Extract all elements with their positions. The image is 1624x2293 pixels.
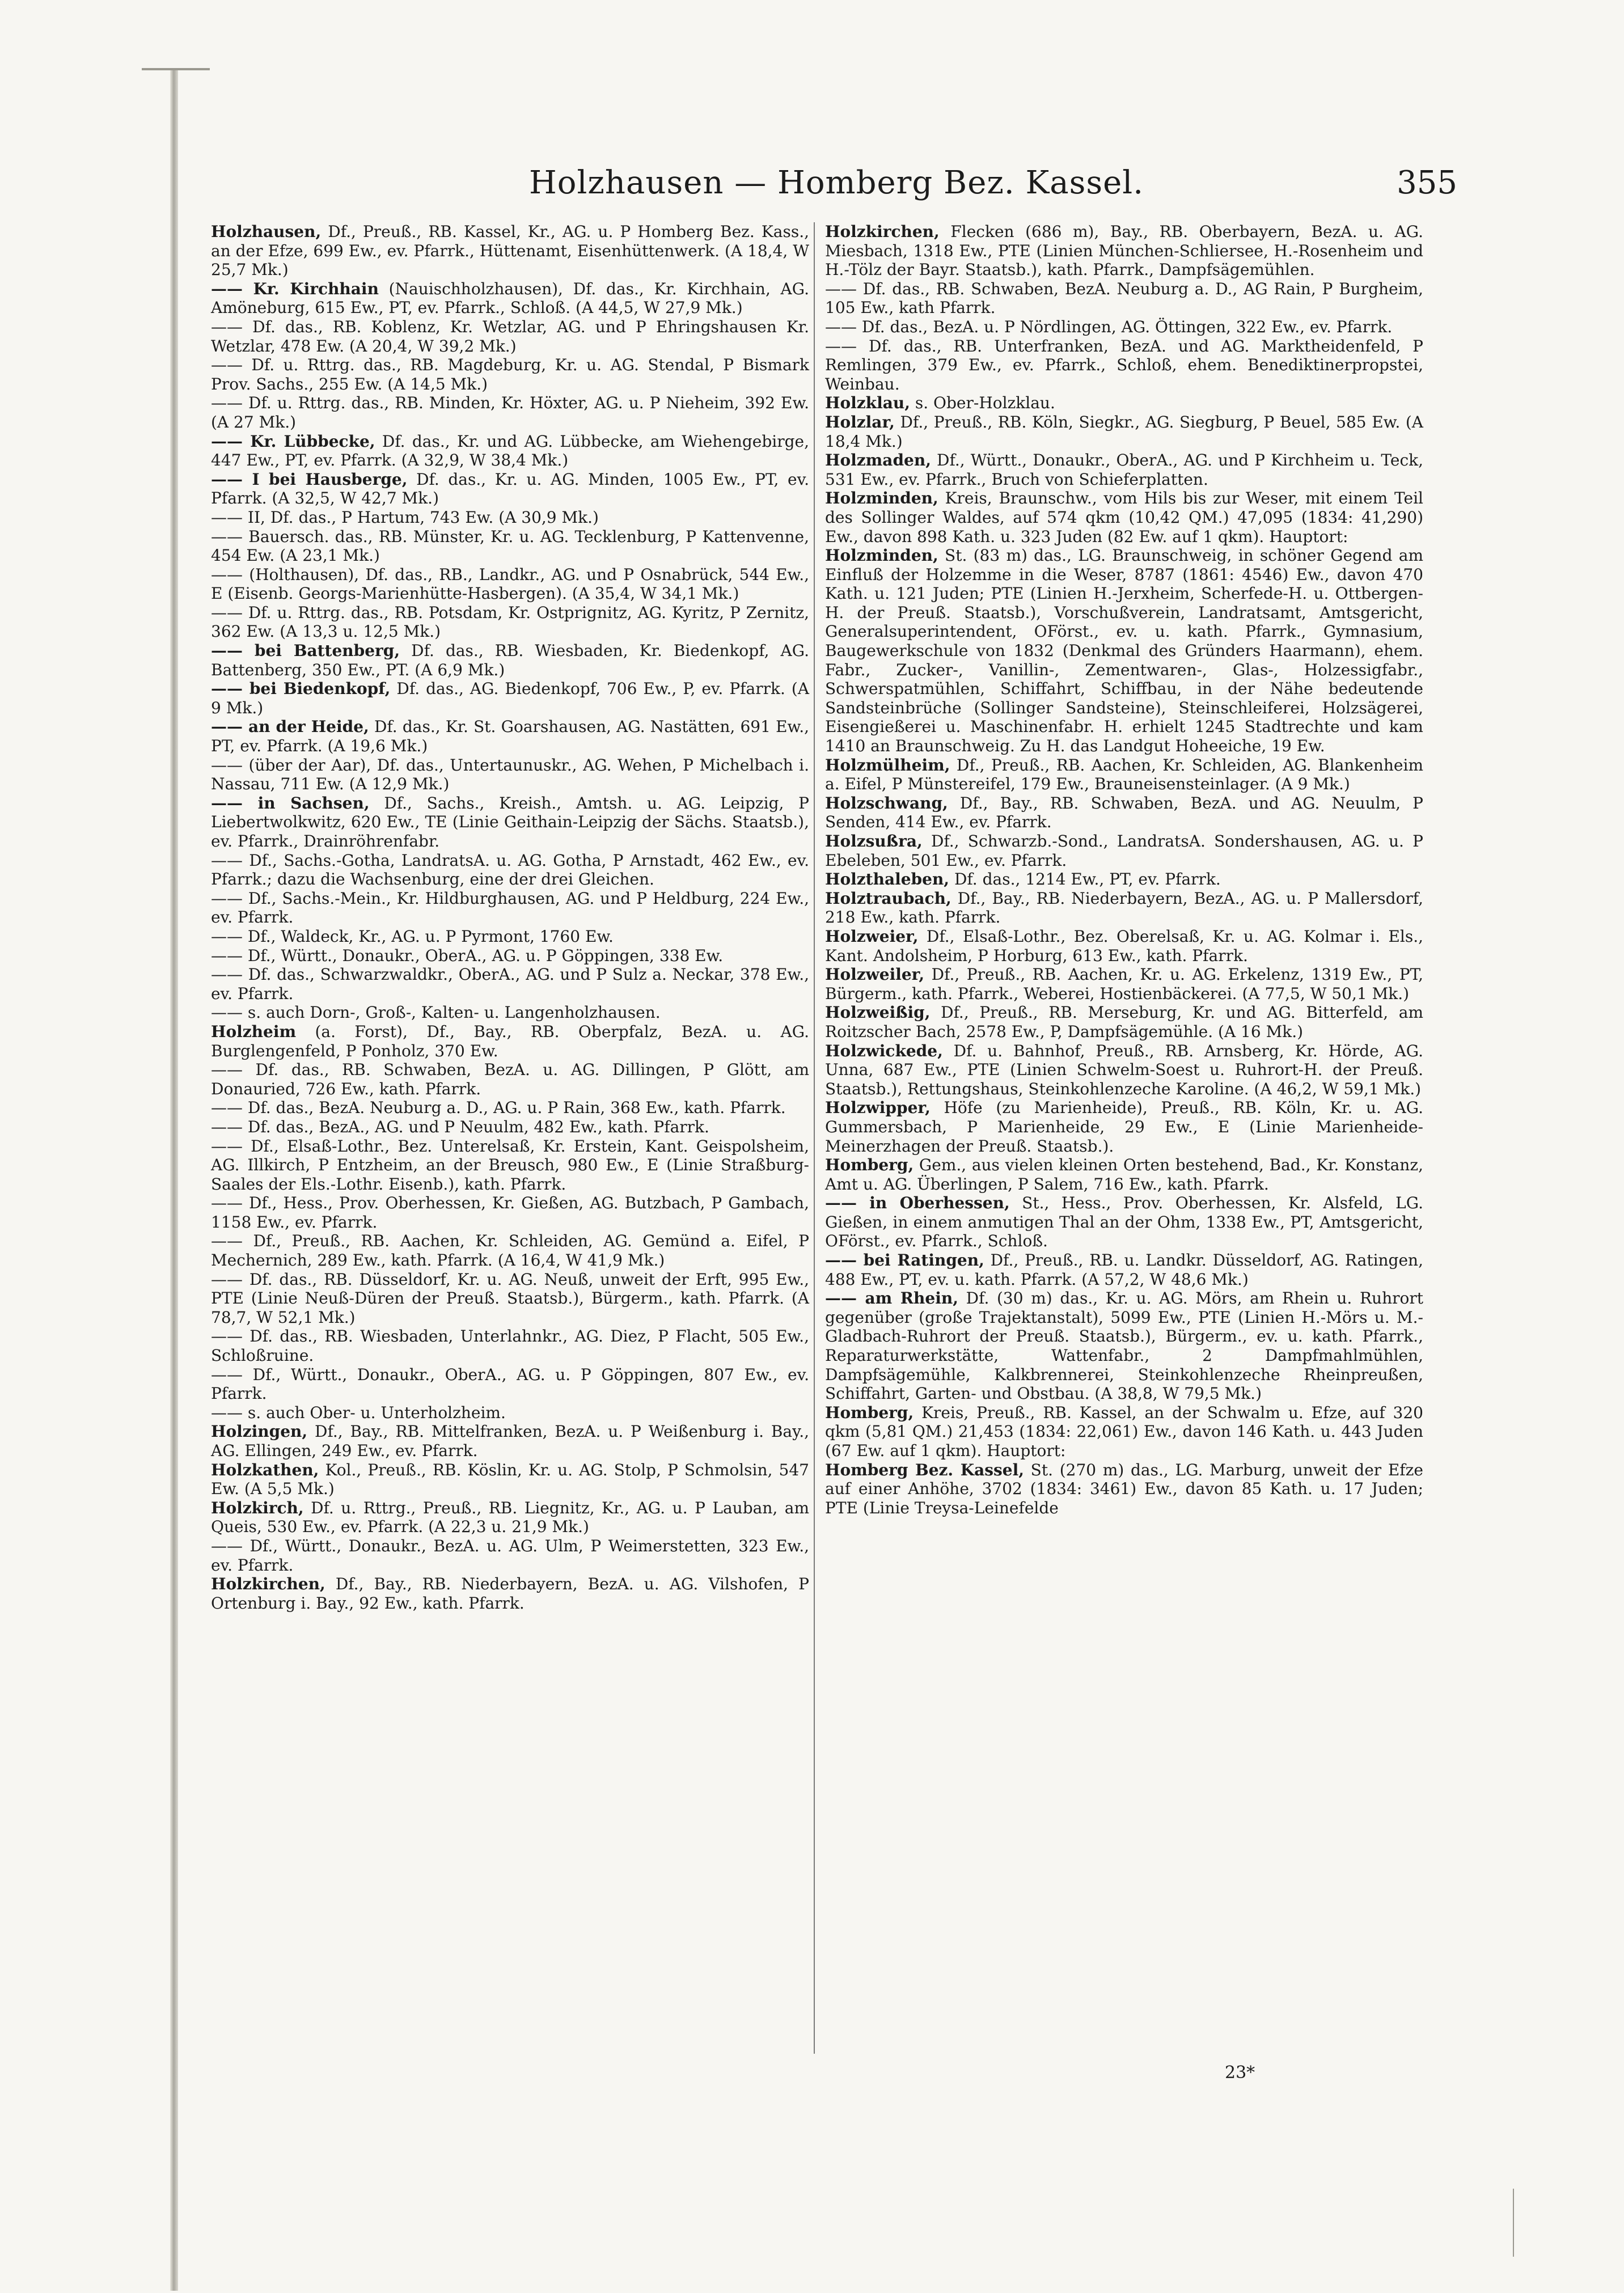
- entry-text: —— Df. u. Rttrg. das., RB. Magdeburg, Kr. u. AG. Stendal, P Bismark Prov. Sachs., 255 Ew. (A 14,5 Mk.): [211, 356, 809, 394]
- entry-text: (Nauischholzhausen), Df. das., Kr. Kirchhain, AG. Amöneburg, 615 Ew., PT, ev. Pfarrk., Schloß. (A 44,5, W 27,9 Mk.): [211, 279, 810, 318]
- entry-text: —— Df., Württ., Donaukr., OberA., AG. u. P Göppingen, 807 Ew., ev. Pfarrk.: [211, 1365, 809, 1403]
- gazetteer-entry: [211, 1461, 809, 1499]
- entry-text: Df., Preuß., RB. Aachen, Kr. u. AG. Erkelenz, 1319 Ew., PT, Bürgerm., kath. Pfarrk., Weberei, Hostienbäckerei. (A 77,5, W 50,1 Mk.): [825, 965, 1423, 1003]
- entry-headword: —— bei Battenberg,: [211, 641, 400, 661]
- entry-headword: Holzthaleben,: [825, 870, 950, 889]
- gazetteer-entry: [825, 756, 1423, 794]
- entry-headword: Homberg,: [825, 1403, 914, 1422]
- entry-text: Df. das., RB. Wiesbaden, Kr. Biedenkopf, AG. Battenberg, 350 Ew., PT. (A 6,9 Mk.): [211, 641, 809, 679]
- entry-headword: —— an der Heide,: [211, 717, 369, 737]
- gazetteer-entry: [211, 1270, 809, 1327]
- entry-text: St. (270 m) das., LG. Marburg, unweit der Efze auf einer Anhöhe, 3702 (1834: 3461) Ew., davon 85 Kath. u. 17 Juden; PTE (Linie Treysa-Leinefelde: [825, 1460, 1423, 1517]
- gazetteer-entry: [825, 1098, 1423, 1156]
- gazetteer-entry: [211, 1060, 809, 1098]
- gazetteer-entry: [211, 851, 809, 889]
- binding-mark: [142, 68, 210, 70]
- gazetteer-entry: [211, 508, 809, 527]
- entry-text: Df. (30 m) das., Kr. u. AG. Mörs, am Rhein u. Ruhrort gegenüber (große Trajektanstalt), 5099 Ew., PTE (Linien H.-Mörs u. M.-Gladbach-Ruhrort der Preuß. Staatsb.), Bürgerm., ev. u. kath. Pfarrk., Reparaturwerkstätte, Wattenfabr., 2 Dampfmahlmühlen, Dampfsägemühle, Kalkbrennerei, Steinkohlenzeche Rheinpreußen, Schiffahrt, Garten- und Obstbau. (A 38,8, W 79,5 Mk.): [825, 1289, 1423, 1403]
- gazetteer-entry: [211, 1118, 809, 1137]
- gazetteer-entry: [825, 1289, 1423, 1403]
- gazetteer-entry: [825, 413, 1423, 451]
- entry-headword: Holzminden,: [825, 489, 938, 508]
- gazetteer-entry: [825, 832, 1423, 870]
- gazetteer-entry: [211, 527, 809, 565]
- gazetteer-entry: [825, 794, 1423, 832]
- entry-headword: Holzklau,: [825, 394, 910, 413]
- entry-text: Df. das., 1214 Ew., PT, ev. Pfarrk.: [949, 870, 1221, 889]
- gazetteer-entry: [211, 356, 809, 394]
- gazetteer-entry: [825, 337, 1423, 394]
- gazetteer-entry: [825, 1156, 1423, 1194]
- entry-text: Df. u. Rttrg., Preuß., RB. Liegnitz, Kr., AG. u. P Lauban, am Queis, 530 Ew., ev. Pfarrk. (A 22,3 u. 21,9 Mk.): [211, 1498, 809, 1537]
- gazetteer-entry: [211, 717, 809, 755]
- gazetteer-entry: [211, 432, 809, 470]
- entry-headword: Holzwickede,: [825, 1041, 943, 1060]
- entry-headword: Holzkirchen,: [825, 222, 940, 241]
- entry-text: —— II, Df. das., P Hartum, 743 Ew. (A 30,9 Mk.): [211, 507, 599, 527]
- gazetteer-entry: [211, 394, 809, 431]
- entry-headword: Holzwipper,: [825, 1098, 931, 1118]
- running-head: Holzhausen — Homberg Bez. Kassel.: [528, 164, 1144, 201]
- gazetteer-entry: [211, 1365, 809, 1403]
- entry-headword: Holzlar,: [825, 412, 895, 431]
- signature-mark: 23*: [1225, 2063, 1255, 2083]
- entry-headword: Holzheim: [211, 1022, 297, 1041]
- gazetteer-entry: [211, 280, 809, 318]
- entry-text: —— Df. das., RB. Düsseldorf, Kr. u. AG. Neuß, unweit der Erft, 995 Ew., PTE (Linie Neuß-Düren der Preuß. Staatsb.), Bürgerm., kath. Pfarrk. (A 78,7, W 52,1 Mk.): [211, 1270, 809, 1327]
- entry-text: Df., Bay., RB. Mittelfranken, BezA. u. P Weißenburg i. Bay., AG. Ellingen, 249 Ew., ev. Pfarrk.: [211, 1422, 809, 1460]
- entry-text: Flecken (686 m), Bay., RB. Oberbayern, BezA. u. AG. Miesbach, 1318 Ew., PTE (Linien München-Schliersee, H.-Rosenheim und H.-Tölz der Bayr. Staatsb.), kath. Pfarrk., Dampfsägemühlen.: [825, 222, 1423, 280]
- page-number: 355: [1397, 164, 1457, 201]
- gazetteer-entry: [825, 1194, 1423, 1251]
- entry-text: St. (83 m) das., LG. Braunschweig, in schöner Gegend am Einfluß der Holzemme in die Weser, 8787 (1861: 4546) Ew., davon 470 Kath. u. 121 Juden; PTE (Linien H.-Jerxheim, Scherfede-H. u. Ottbergen-H. der Preuß. Staatsb.), Vorschußverein, Landratsamt, Amtsgericht, Generalsuperintendent, OFörst., ev. u. kath. Pfarrk., Gymnasium, Baugewerkschule von 1832 (Denkmal des Gründers Haarmann), ehem. Fabr., Zucker-, Vanillin-, Zementwaren-, Glas-, Holzessigfabr., Schwerspatmühlen, Schiffahrt, Schiffbau, in der Nähe bedeutende Sandsteinbrüche (Sollinger Sandsteine), Steinschleiferei, Holzsägerei, Eisengießerei u. Maschinenfabr. H. erhielt 1245 Stadtrechte und kam 1410 an Braunschweig. Zu H. das Landgut Hoheeiche, 19 Ew.: [825, 546, 1423, 756]
- entry-text: —— (über der Aar), Df. das., Untertaunuskr., AG. Wehen, P Michelbach i. Nassau, 711 Ew. (A 12,9 Mk.): [211, 755, 809, 794]
- margin-mark: [1513, 2189, 1524, 2257]
- entry-text: Df. das., Kr. St. Goarshausen, AG. Nastätten, 691 Ew., PT, ev. Pfarrk. (A 19,6 Mk.): [211, 717, 809, 756]
- entry-text: St., Hess., Prov. Oberhessen, Kr. Alsfeld, LG. Gießen, in einem anmutigen Thal an der Ohm, 1338 Ew., PT, Amtsgericht, OFörst., ev. Pfarrk., Schloß.: [825, 1194, 1423, 1251]
- gazetteer-entry: [211, 1232, 809, 1270]
- entry-headword: —— in Oberhessen,: [825, 1194, 1010, 1213]
- entry-text: —— Bauersch. das., RB. Münster, Kr. u. AG. Tecklenburg, P Kattenvenne, 454 Ew. (A 23,1 Mk.): [211, 527, 809, 565]
- entry-headword: Holzkirchen,: [211, 1575, 325, 1594]
- entry-headword: —— in Sachsen,: [211, 793, 370, 813]
- entry-text: —— Df. das., RB. Unterfranken, BezA. und AG. Marktheidenfeld, P Remlingen, 379 Ew., ev. Pfarrk., Schloß, ehem. Benediktinerpropstei, Weinbau.: [825, 336, 1423, 394]
- gazetteer-entry: [211, 1327, 809, 1365]
- gazetteer-entry: [211, 565, 809, 603]
- gazetteer-entry: [211, 603, 809, 641]
- gazetteer-entry: [825, 394, 1423, 413]
- gazetteer-entry: [825, 965, 1423, 1003]
- entry-text: Df. das., AG. Biedenkopf, 706 Ew., P, ev. Pfarrk. (A 9 Mk.): [211, 679, 809, 717]
- entry-text: —— s. auch Ober- u. Unterholzheim.: [211, 1403, 506, 1422]
- gazetteer-entry: [211, 470, 809, 508]
- entry-text: —— Df., Hess., Prov. Oberhessen, Kr. Gießen, AG. Butzbach, P Gambach, 1158 Ew., ev. Pfarrk.: [211, 1194, 809, 1232]
- gazetteer-entry: [211, 794, 809, 851]
- entry-text: —— Df. das., BezA., AG. und P Neuulm, 482 Ew., kath. Pfarrk.: [211, 1117, 709, 1136]
- entry-text: Df., Elsaß-Lothr., Bez. Oberelsaß, Kr. u. AG. Kolmar i. Els., Kant. Andolsheim, P Horburg, 613 Ew., kath. Pfarrk.: [825, 926, 1423, 965]
- entry-text: Df., Preuß., RB. Köln, Siegkr., AG. Siegburg, P Beuel, 585 Ew. (A 18,4 Mk.): [825, 412, 1423, 451]
- gazetteer-entry: [211, 641, 809, 679]
- entry-text: —— Df. das., RB. Wiesbaden, Unterlahnkr., AG. Diez, P Flacht, 505 Ew., Schloßruine.: [211, 1327, 809, 1365]
- gazetteer-entry: [211, 1137, 809, 1194]
- entry-text: Df. u. Bahnhof, Preuß., RB. Arnsberg, Kr. Hörde, AG. Unna, 687 Ew., PTE (Linien Schwelm-Soest u. Ruhrort-H. der Preuß. Staatsb.), Rettungshaus, Steinkohlenzeche Karoline. (A 46,2, W 59,1 Mk.): [825, 1041, 1423, 1098]
- gazetteer-entry: [825, 318, 1423, 337]
- entry-text: Df. das., Kr. u. AG. Minden, 1005 Ew., PT, ev. Pfarrk. (A 32,5, W 42,7 Mk.): [211, 469, 809, 508]
- entry-headword: —— Kr. Kirchhain: [211, 279, 379, 298]
- entry-text: Df., Bay., RB. Niederbayern, BezA., AG. u. P Mallersdorf, 218 Ew., kath. Pfarrk.: [825, 889, 1423, 927]
- entry-headword: —— am Rhein,: [825, 1289, 958, 1308]
- entry-headword: Holzminden,: [825, 546, 938, 565]
- entry-headword: Holzsußra,: [825, 832, 923, 851]
- entry-text: Kreis, Braunschw., vom Hils bis zur Weser, mit einem Teil des Sollinger Waldes, auf 574 qkm (10,42 QM.) 47,095 (1834: 41,290) Ew., davon 898 Kath. u. 323 Juden (82 Ew. auf 1 qkm). Hauptort:: [825, 489, 1423, 546]
- gazetteer-entry: [825, 280, 1423, 318]
- entry-headword: Holzkathen,: [211, 1460, 319, 1479]
- entry-text: Df., Bay., RB. Niederbayern, BezA. u. AG. Vilshofen, P Ortenburg i. Bay., 92 Ew., kath. Pfarrk.: [211, 1575, 809, 1613]
- gazetteer-entry: [825, 489, 1423, 546]
- entry-headword: Holzmülheim,: [825, 755, 950, 775]
- entry-headword: Holzschwang,: [825, 793, 948, 813]
- gazetteer-entry: [211, 965, 809, 1003]
- right-column: [825, 222, 1423, 1517]
- gazetteer-entry: [211, 1499, 809, 1537]
- gazetteer-entry: [211, 889, 809, 927]
- entry-headword: Homberg,: [825, 1156, 914, 1175]
- entry-headword: —— I bei Hausberge,: [211, 469, 408, 489]
- entry-text: Df. das., Kr. und AG. Lübbecke, am Wiehengebirge, 447 Ew., PT, ev. Pfarrk. (A 32,9, W 38,4 Mk.): [211, 431, 810, 470]
- entry-text: —— Df., Preuß., RB. Aachen, Kr. Schleiden, AG. Gemünd a. Eifel, P Mechernich, 289 Ew., kath. Pfarrk. (A 16,4, W 41,9 Mk.): [211, 1232, 809, 1270]
- gazetteer-entry: [825, 1251, 1423, 1289]
- gazetteer-entry: [825, 1403, 1423, 1461]
- gazetteer-entry: [825, 927, 1423, 965]
- gazetteer-entry: [825, 222, 1423, 280]
- entry-headword: Holzmaden,: [825, 451, 931, 470]
- gazetteer-entry: [825, 546, 1423, 756]
- entry-text: Df., Preuß., RB. Aachen, Kr. Schleiden, AG. Blankenheim a. Eifel, P Münstereifel, 179 Ew., Brauneisensteinlager. (A 9 Mk.): [825, 755, 1423, 794]
- entry-text: —— Df. das., RB. Koblenz, Kr. Wetzlar, AG. und P Ehringshausen Kr. Wetzlar, 478 Ew. (A 20,4, W 39,2 Mk.): [211, 317, 809, 356]
- gazetteer-entry: [211, 756, 809, 794]
- gazetteer-entry: [211, 1537, 809, 1575]
- entry-headword: —— Kr. Lübbecke,: [211, 431, 375, 451]
- entry-text: Df., Sachs., Kreish., Amtsh. u. AG. Leipzig, P Liebertwolkwitz, 620 Ew., TE (Linie Geithain-Leipzig der Sächs. Staatsb.), ev. Pfarrk., Drainröhrenfabr.: [211, 793, 809, 851]
- entry-text: s. Ober-Holzklau.: [910, 394, 1055, 413]
- entry-text: —— Df., Württ., Donaukr., OberA., AG. u. P Göppingen, 338 Ew.: [211, 946, 724, 965]
- entry-text: —— Df. u. Rttrg. das., RB. Potsdam, Kr. Ostprignitz, AG. Kyritz, P Zernitz, 362 Ew. (A 13,3 u. 12,5 Mk.): [211, 603, 809, 641]
- entry-text: —— Df., Sachs.-Mein., Kr. Hildburghausen, AG. und P Heldburg, 224 Ew., ev. Pfarrk.: [211, 889, 809, 927]
- entry-text: —— Df. das., Schwarzwaldkr., OberA., AG. und P Sulz a. Neckar, 378 Ew., ev. Pfarrk.: [211, 965, 809, 1003]
- entry-headword: Holzingen,: [211, 1422, 308, 1441]
- column-divider: [814, 222, 815, 2054]
- entry-headword: Holzweier,: [825, 926, 919, 946]
- entry-text: Df., Schwarzb.-Sond., LandratsA. Sondershausen, AG. u. P Ebeleben, 501 Ew., ev. Pfarrk.: [825, 832, 1423, 870]
- entry-text: —— (Holthausen), Df. das., RB., Landkr., AG. und P Osnabrück, 544 Ew., E (Eisenb. Georgs-Marienhütte-Hasbergen). (A 35,4, W 34,1 Mk.): [211, 565, 809, 603]
- gazetteer-entry: [211, 1575, 809, 1613]
- gazetteer-entry: [211, 1422, 809, 1460]
- entry-headword: —— bei Biedenkopf,: [211, 679, 391, 699]
- entry-headword: Holztraubach,: [825, 889, 951, 908]
- gazetteer-entry: [211, 1194, 809, 1232]
- entry-text: Höfe (zu Marienheide), Preuß., RB. Köln, Kr. u. AG. Gummersbach, P Marienheide, 29 Ew., E (Linie Marienheide-Meinerzhagen der Preuß. Staatsb.).: [825, 1098, 1423, 1156]
- gazetteer-entry: [211, 679, 809, 717]
- entry-text: (a. Forst), Df., Bay., RB. Oberpfalz, BezA. u. AG. Burglengenfeld, P Ponholz, 370 Ew.: [211, 1022, 809, 1060]
- gazetteer-entry: [211, 1022, 809, 1060]
- entry-text: Df., Preuß., RB. Kassel, Kr., AG. u. P Homberg Bez. Kass., an der Efze, 699 Ew., ev. Pfarrk., Hüttenamt, Eisenhüttenwerk. (A 18,4, W 25,7 Mk.): [211, 222, 809, 280]
- gazetteer-entry: [211, 1098, 809, 1118]
- gazetteer-entry: [211, 318, 809, 356]
- entry-text: —— Df. u. Rttrg. das., RB. Minden, Kr. Höxter, AG. u. P Nieheim, 392 Ew. (A 27 Mk.): [211, 394, 809, 431]
- entry-text: —— Df., Elsaß-Lothr., Bez. Unterelsaß, Kr. Erstein, Kant. Geispolsheim, AG. Illkirch, P Entzheim, an der Breusch, 980 Ew., E (Linie Straßburg-Saales der Els.-Lothr. Eisenb.), kath. Pfarrk.: [211, 1136, 809, 1194]
- left-column: [211, 222, 809, 1613]
- entry-text: —— Df., Sachs.-Gotha, LandratsA. u. AG. Gotha, P Arnstadt, 462 Ew., ev. Pfarrk.; dazu die Wachsenburg, eine der drei Gleichen.: [211, 851, 809, 889]
- gazetteer-entry: [825, 451, 1423, 489]
- entry-text: —— s. auch Dorn-, Groß-, Kalten- u. Langenholzhausen.: [211, 1003, 661, 1022]
- entry-text: —— Df., Waldeck, Kr., AG. u. P Pyrmont, 1760 Ew.: [211, 926, 614, 946]
- binding-edge: [170, 68, 178, 2291]
- entry-text: Df., Württ., Donaukr., OberA., AG. und P Kirchheim u. Teck, 531 Ew., ev. Pfarrk., Bruch von Schieferplatten.: [825, 451, 1423, 489]
- gazetteer-entry: [211, 222, 809, 280]
- entry-text: —— Df. das., BezA. u. P Nördlingen, AG. Öttingen, 322 Ew., ev. Pfarrk.: [825, 317, 1393, 336]
- entry-text: —— Df. das., RB. Schwaben, BezA. u. AG. Dillingen, P Glött, am Donauried, 726 Ew., kath. Pfarrk.: [211, 1060, 809, 1098]
- gazetteer-entry: [825, 1003, 1423, 1041]
- entry-headword: Holzkirch,: [211, 1498, 304, 1517]
- entry-headword: —— bei Ratingen,: [825, 1251, 984, 1270]
- gazetteer-entry: [825, 889, 1423, 927]
- entry-text: Kol., Preuß., RB. Köslin, Kr. u. AG. Stolp, P Schmolsin, 547 Ew. (A 5,5 Mk.): [211, 1460, 809, 1499]
- gazetteer-entry: [211, 1403, 809, 1423]
- entry-headword: Holzweiler,: [825, 965, 925, 984]
- gazetteer-entry: [825, 870, 1423, 889]
- gazetteer-entry: [825, 1042, 1423, 1099]
- page-header: [215, 164, 1457, 213]
- entry-text: Kreis, Preuß., RB. Kassel, an der Schwalm u. Efze, auf 320 qkm (5,81 QM.) 21,453 (1834: 22,061) Ew., davon 146 Kath. u. 443 Juden (67 Ew. auf 1 qkm). Hauptort:: [825, 1403, 1423, 1460]
- entry-text: —— Df. das., RB. Schwaben, BezA. Neuburg a. D., AG Rain, P Burgheim, 105 Ew., kath Pfarrk.: [825, 279, 1423, 318]
- gazetteer-entry: [211, 1003, 809, 1022]
- gazetteer-entry: [211, 927, 809, 946]
- entry-text: Df., Preuß., RB. u. Landkr. Düsseldorf, AG. Ratingen, 488 Ew., PT, ev. u. kath. Pfarrk. (A 57,2, W 48,6 Mk.): [825, 1251, 1423, 1289]
- entry-text: Gem., aus vielen kleinen Orten bestehend, Bad., Kr. Konstanz, Amt u. AG. Überlingen, P Salem, 716 Ew., kath. Pfarrk.: [825, 1156, 1423, 1194]
- entry-headword: Holzweißig,: [825, 1003, 931, 1022]
- entry-text: —— Df. das., BezA. Neuburg a. D., AG. u. P Rain, 368 Ew., kath. Pfarrk.: [211, 1098, 786, 1118]
- entry-text: Df., Bay., RB. Schwaben, BezA. und AG. Neuulm, P Senden, 414 Ew., ev. Pfarrk.: [825, 793, 1423, 832]
- entry-text: —— Df., Württ., Donaukr., BezA. u. AG. Ulm, P Weimerstetten, 323 Ew., ev. Pfarrk.: [211, 1536, 809, 1575]
- entry-text: Df., Preuß., RB. Merseburg, Kr. und AG. Bitterfeld, am Roitzscher Bach, 2578 Ew., P, Dampfsägemühle. (A 16 Mk.): [825, 1003, 1423, 1041]
- gazetteer-entry: [825, 1461, 1423, 1518]
- entry-headword: Holzhausen,: [211, 222, 322, 241]
- gazetteer-entry: [211, 946, 809, 966]
- entry-headword: Homberg Bez. Kassel,: [825, 1460, 1024, 1479]
